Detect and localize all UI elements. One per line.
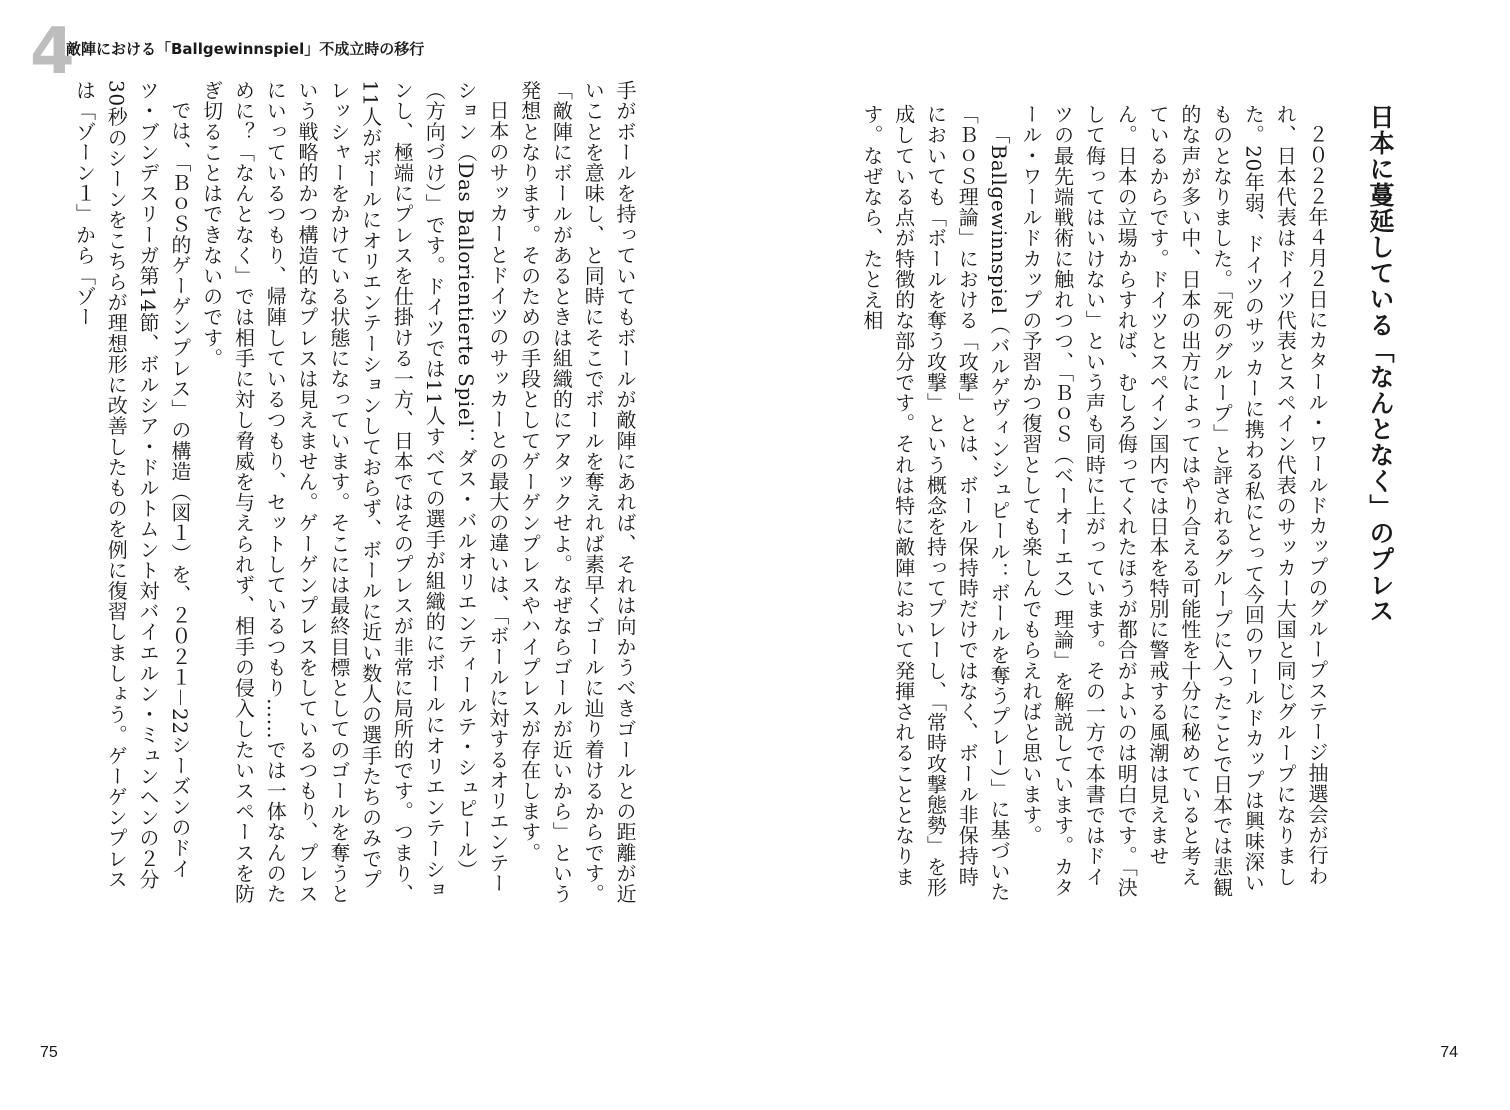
chapter-number: 4: [30, 15, 75, 89]
paragraph: 手がボールを持っていてもボールが敵陣にあれば、それは向かうべきゴールとの距離が近いことを意味し、と同時にそこでボールを奪えれば素早くゴールに辿り着けるからです。「敵陣にボールがあるときは組織的にアタックせよ。なぜならゴールが近いから」という発想となります。そのための手段としてゲーゲンプレスやハイプレスが存在します。: [517, 80, 637, 904]
left-page-body: [72, 80, 640, 910]
chapter-title: 敵陣における「Ballgewinnspiel」不成立時の移行: [66, 40, 425, 58]
paragraph: ２０２２年４月２日にカタール・ワールドカップのグループステージ抽選会が行われ、日本代表はドイツ代表とスペイン代表のサッカー大国と同じグループになりました。20年弱、ドイツのサッカーに携わる私にとって今回のワールドカップは興味深いものとなりました。「死のグループ」と評されるグループに入ったことで日本では悲観的な声が多い中、日本の出方によってはやり合える可能性を十分に秘めていると考えているからです。ドイツとスペイン国内では日本を特別に警戒する風潮は見えません。日本の立場からすれば、むしろ侮ってくれたほうが都合がよいのは明白です。「決して侮ってはいけない」という声も同時に上がっています。その一方で本書ではドイツの最先端戦術に触れつつ、「ＢｏＳ（ベーオーエス）理論」を解説しています。カタール・ワールドカップの予習かつ復習としても楽しんでもらえればと思います。: [1018, 104, 1329, 898]
paragraph: 日本のサッカーとドイツのサッカーとの最大の違いは、「ボールに対するオリエンテーション（Das Ballorientierte Spiel：ダス・バルオリエンティールテ・シュピール）（方向づけ）」です。ドイツでは11人すべての選手が組織的にボールにオリエンテーションし、極端にプレスを仕掛ける一方、日本ではそのプレスが非常に局所的です。つまり、11人がボールにオリエンテーションしておらず、ボールに近い数人の選手たちのみでプレッシャーをかけている状態になっています。そこには最終目標としてのゴールを奪うという戦略的かつ構造的なプレスは見えません。ゲーゲンプレスをしているつもり、プレスにいっているつもり、帰陣しているつもり、セットしているつもり……では一体なんのために？「なんとなく」では相手に対し脅威を与えられず、相手の侵入したいスペースを防ぎ切ることはできないのです。: [199, 80, 510, 904]
right-page-body: [859, 104, 1332, 904]
paragraph: 「Ballgewinnspiel（バルゲヴィンシュピール：ボールを奪うプレー）」に基づいた「ＢｏＳ理論」における「攻撃」とは、ボール保持時だけではなく、ボール非保持時においても「ボールを奪う攻撃」という概念を持ってプレーし、「常時攻撃態勢」を形成している点が特徴的な部分です。それは特に敵陣において発揮されることとなります。なぜなら、たとえ相: [859, 104, 1012, 903]
page-number-right: 74: [1440, 1044, 1458, 1061]
page-number-left: 75: [40, 1044, 58, 1061]
section-heading: 日本に蔓延している「なんとなく」のプレス: [1366, 104, 1395, 624]
paragraph: では、「ＢｏＳ的ゲーゲンプレス」の構造（図１）を、２０２１－22シーズンのドイツ・ブンデスリーガ第14節、ボルシア・ドルトムント対バイエルン・ミュンヘンの２分30秒のシーンをこちらが理想形に改善したものを例に復習しましょう。ゲーゲンプレスは「ゾーン１」から「ゾー: [72, 80, 192, 890]
